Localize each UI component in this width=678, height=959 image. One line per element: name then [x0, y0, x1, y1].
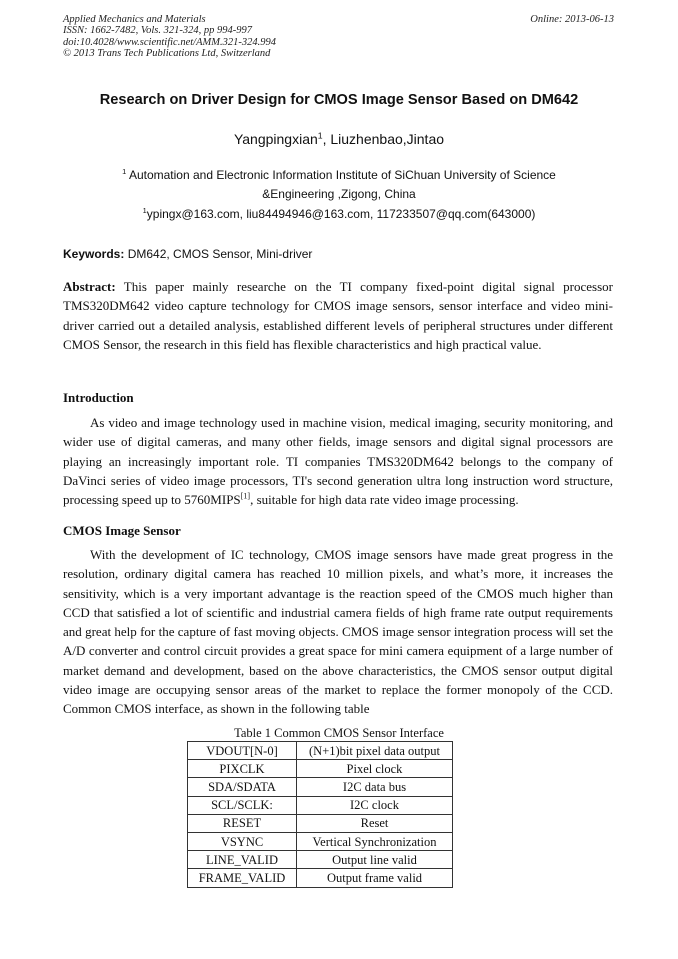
paper-title: Research on Driver Design for CMOS Image Sensor Based on DM642 — [99, 92, 579, 108]
signal-description: Output frame valid — [297, 869, 453, 887]
signal-description: I2C data bus — [297, 778, 453, 796]
abstract-label: Abstract: — [63, 279, 116, 294]
running-header — [63, 14, 276, 59]
signal-name: SDA/SDATA — [188, 778, 297, 796]
table-row — [188, 851, 453, 869]
section-heading-cmos: CMOS Image Sensor — [63, 523, 181, 538]
signal-description: Vertical Synchronization — [297, 832, 453, 850]
signal-description: Reset — [297, 814, 453, 832]
email-line — [0, 207, 678, 221]
signal-description: I2C clock — [297, 796, 453, 814]
section-heading-introduction: Introduction — [63, 390, 134, 405]
signal-name: SCL/SCLK: — [188, 796, 297, 814]
table-row — [188, 742, 453, 760]
affiliation-line2: &Engineering ,Zigong, China — [262, 187, 416, 201]
abstract-text: This paper mainly researche on the TI company fixed-point digital signal processor TMS320DM642 video capture technology for CMOS image sensors, sensor interface and video mini-driver carried out a detailed analysis, established different levels of peripheral structures under different CMOS Sensor, the research in this field has flexible characteristics and high practical value. — [63, 279, 613, 352]
abstract — [63, 277, 613, 354]
signal-name: LINE_VALID — [188, 851, 297, 869]
table-caption: Table 1 Common CMOS Sensor Interface — [234, 726, 444, 740]
table-row — [188, 796, 453, 814]
signal-description: Output line valid — [297, 851, 453, 869]
online-date: Online: 2013-06-13 — [530, 14, 614, 25]
affiliation — [0, 166, 678, 204]
keywords — [63, 247, 312, 261]
introduction-text-end: , suitable for high data rate video image processing. — [250, 492, 519, 508]
introduction-paragraph — [63, 413, 613, 509]
signal-name: VDOUT[N-0] — [188, 742, 297, 760]
table-row — [188, 832, 453, 850]
author-rest: , Liuzhenbao,Jintao — [322, 131, 445, 147]
table-row — [188, 814, 453, 832]
interface-table — [187, 741, 453, 888]
affiliation-superscript: 1 — [122, 167, 127, 176]
signal-name: RESET — [188, 814, 297, 832]
author-name: Yangpingxian — [233, 131, 318, 147]
signal-description: Pixel clock — [297, 760, 453, 778]
signal-name: FRAME_VALID — [188, 869, 297, 887]
email-superscript: 1 — [142, 206, 147, 215]
copyright-line: © 2013 Trans Tech Publications Ltd, Switzerland — [63, 47, 271, 59]
table-row — [188, 778, 453, 796]
introduction-text: As video and image technology used in machine vision, medical imaging, security monitoring, and wider use of digital cameras, and many other fields, image sensors and digital signal processors are playing an increasingly important role. TI companies TMS320DM642 belongs to the company of DaVinci series of video image processors, TI's second generation ultra long instruction word structure, processing speed up to 5760MIPS — [63, 415, 613, 508]
table-row — [188, 760, 453, 778]
author-superscript: 1 — [317, 130, 323, 141]
affiliation-line1: Automation and Electronic Information Institute of SiChuan University of Science — [126, 168, 556, 182]
journal-name: Applied Mechanics and Materials — [63, 14, 206, 25]
keywords-text: DM642, CMOS Sensor, Mini-driver — [124, 247, 313, 261]
doi-line: doi:10.4028/www.scientific.net/AMM.321-324.994 — [63, 36, 276, 48]
cmos-paragraph: With the development of IC technology, CMOS image sensors have made great progress in the resolution, ordinary digital camera has reached 10 million pixels, and what’s more, it increases the sensitivity, which is a very important advantage is the reaction speed of the CMOS much higher than CCD that satisfied a lot of scientific and industrial camera fields of high frame rate output requirements and great help for the capture of fast moving objects. CMOS image sensor integration process will set the A/D converter and control circuit provides a great space for mini camera equipment of a large number of market demand and development, based on the above characteristics, the CMOS sensor output digital video image are occupying sensor areas of the market to replace the former monopoly of the CCD. Common CMOS interface, as shown in the following table — [63, 547, 613, 717]
signal-name: PIXCLK — [188, 760, 297, 778]
email-addresses: ypingx@163.com, liu84494946@163.com, 117233507@qq.com(643000) — [146, 207, 536, 221]
table-row — [188, 869, 453, 887]
keywords-label: Keywords: — [63, 247, 125, 261]
issn-line: ISSN: 1662-7482, Vols. 321-324, pp 994-997 — [63, 25, 252, 37]
author-list — [0, 131, 678, 147]
citation-ref: [1] — [240, 491, 251, 501]
signal-description: (N+1)bit pixel data output — [297, 742, 453, 760]
signal-name: VSYNC — [188, 832, 297, 850]
